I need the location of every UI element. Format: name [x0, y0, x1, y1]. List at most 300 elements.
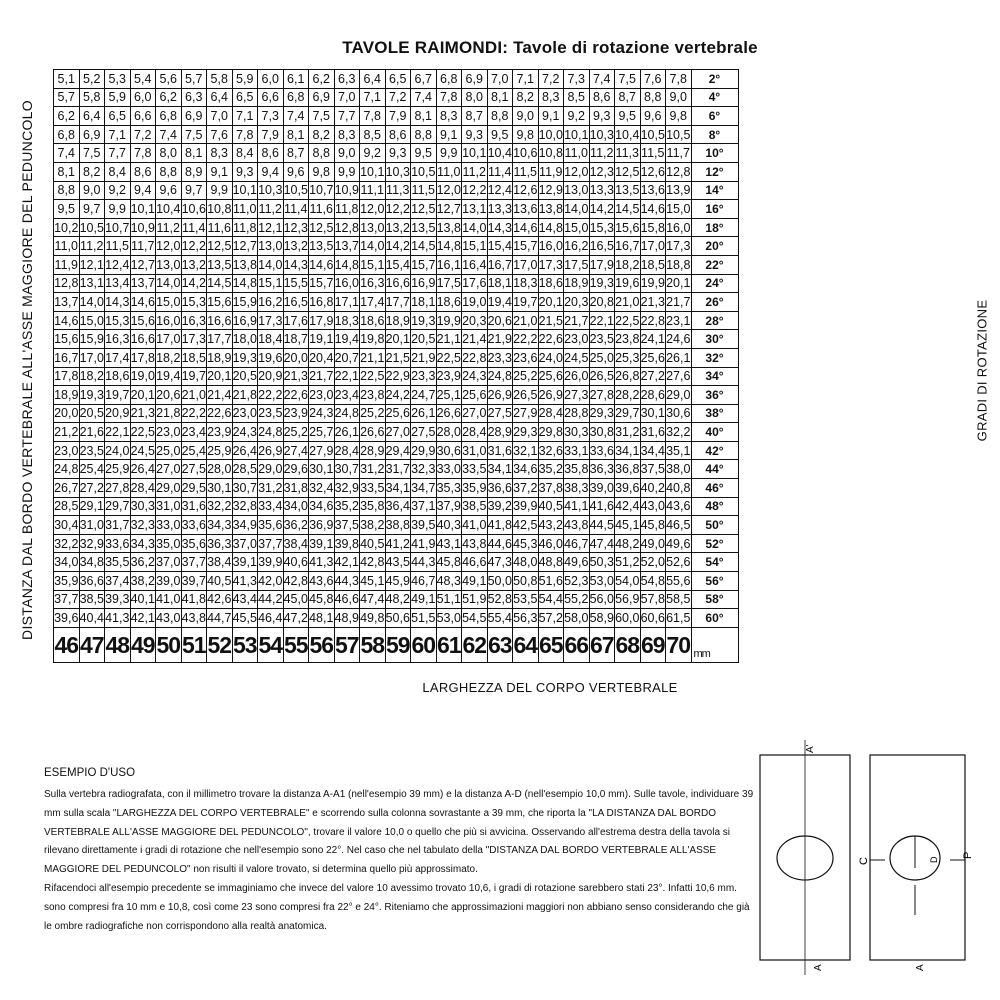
table-cell: 40,1: [130, 590, 156, 609]
table-cell: 10,3: [258, 181, 284, 200]
table-cell: 20,7: [334, 348, 360, 367]
table-cell: 34,4: [640, 441, 666, 460]
table-cell: 20,9: [105, 404, 131, 423]
table-cell: 23,4: [334, 386, 360, 405]
table-cell: 6,4: [207, 88, 233, 107]
table-cell: 43,0: [640, 497, 666, 516]
table-cell: 34,1: [385, 479, 411, 498]
table-cell: 15,1: [258, 274, 284, 293]
table-cell: 32,2: [666, 423, 692, 442]
table-cell: 11,2: [156, 218, 182, 237]
table-cell: 10,8: [538, 144, 564, 163]
table-cell: 11,5: [105, 237, 131, 256]
table-cell: 39,0: [589, 479, 615, 498]
table-cell: 41,3: [309, 553, 335, 572]
table-cell: 43,6: [666, 497, 692, 516]
table-cell: 15,0: [156, 293, 182, 312]
table-cell: 21,4: [207, 386, 233, 405]
table-cell: 12,8: [334, 218, 360, 237]
table-cell: 17,1: [334, 293, 360, 312]
degree-cell: 16°: [691, 200, 738, 219]
table-cell: 26,0: [564, 367, 590, 386]
width-scale-cell: 48: [105, 627, 131, 662]
table-cell: 19,8: [360, 330, 386, 349]
table-cell: 9,3: [385, 144, 411, 163]
table-cell: 45,8: [309, 590, 335, 609]
table-cell: 36,3: [589, 460, 615, 479]
table-cell: 18,3: [334, 311, 360, 330]
table-cell: 25,6: [385, 404, 411, 423]
table-cell: 31,6: [640, 423, 666, 442]
table-cell: 13,3: [487, 200, 513, 219]
table-cell: 16,6: [385, 274, 411, 293]
table-cell: 22,1: [334, 367, 360, 386]
table-cell: 12,0: [360, 200, 386, 219]
table-cell: 13,5: [615, 181, 641, 200]
table-cell: 23,9: [207, 423, 233, 442]
table-cell: 38,3: [564, 479, 590, 498]
table-cell: 13,7: [334, 237, 360, 256]
table-cell: 8,7: [283, 144, 309, 163]
table-cell: 32,3: [130, 516, 156, 535]
table-cell: 7,5: [79, 144, 105, 163]
table-cell: 8,8: [487, 107, 513, 126]
table-cell: 25,6: [538, 367, 564, 386]
table-cell: 37,4: [105, 572, 131, 591]
table-cell: 12,6: [513, 181, 539, 200]
table-cell: 22,6: [283, 386, 309, 405]
page-title: TAVOLE RAIMONDI: Tavole di rotazione vertebrale: [342, 38, 758, 57]
table-cell: 18,6: [105, 367, 131, 386]
table-cell: 17,9: [589, 255, 615, 274]
table-cell: 6,6: [130, 107, 156, 126]
table-cell: 28,8: [564, 404, 590, 423]
table-cell: 12,6: [640, 162, 666, 181]
table-cell: 20,6: [156, 386, 182, 405]
table-cell: 21,0: [615, 293, 641, 312]
table-cell: 24,2: [385, 386, 411, 405]
table-cell: 42,8: [283, 572, 309, 591]
table-cell: 17,7: [385, 293, 411, 312]
table-cell: 41,8: [487, 516, 513, 535]
table-cell: 5,8: [79, 88, 105, 107]
table-cell: 40,5: [360, 534, 386, 553]
label-a-prime: A': [805, 744, 816, 753]
table-cell: 58,5: [666, 590, 692, 609]
table-cell: 15,0: [564, 218, 590, 237]
table-cell: 40,5: [207, 572, 233, 591]
table-cell: 16,0: [334, 274, 360, 293]
table-cell: 14,2: [385, 237, 411, 256]
table-cell: 9,5: [411, 144, 437, 163]
table-cell: 18,2: [615, 255, 641, 274]
table-row: [54, 88, 739, 107]
table-cell: 15,6: [615, 218, 641, 237]
table-cell: 11,6: [207, 218, 233, 237]
table-cell: 25,4: [181, 441, 207, 460]
bottom-axis-label: LARGHEZZA DEL CORPO VERTEBRALE: [422, 680, 678, 695]
table-cell: 53,0: [589, 572, 615, 591]
table-cell: 30,3: [130, 497, 156, 516]
table-cell: 42,8: [360, 553, 386, 572]
table-cell: 7,4: [283, 107, 309, 126]
table-cell: 6,8: [283, 88, 309, 107]
table-cell: 49,6: [564, 553, 590, 572]
table-cell: 13,0: [564, 181, 590, 200]
table-cell: 46,7: [411, 572, 437, 591]
width-scale-cell: 64: [513, 627, 539, 662]
table-cell: 29,4: [385, 441, 411, 460]
table-cell: 8,6: [589, 88, 615, 107]
table-cell: 6,0: [258, 70, 284, 89]
table-cell: 5,7: [181, 70, 207, 89]
table-cell: 26,5: [513, 386, 539, 405]
table-cell: 24,6: [666, 330, 692, 349]
table-cell: 20,6: [487, 311, 513, 330]
table-cell: 20,1: [538, 293, 564, 312]
table-cell: 46,6: [334, 590, 360, 609]
table-cell: 5,9: [232, 70, 258, 89]
table-cell: 9,8: [513, 125, 539, 144]
table-cell: 19,4: [334, 330, 360, 349]
table-cell: 35,9: [54, 572, 80, 591]
table-cell: 38,8: [385, 516, 411, 535]
example-heading: ESEMPIO D'USO: [44, 767, 136, 779]
table-cell: 22,6: [207, 404, 233, 423]
table-cell: 11,4: [487, 162, 513, 181]
table-cell: 37,7: [258, 534, 284, 553]
table-cell: 9,3: [232, 162, 258, 181]
table-row: [54, 200, 739, 219]
table-cell: 41,8: [181, 590, 207, 609]
table-cell: 12,5: [207, 237, 233, 256]
table-cell: 6,3: [334, 70, 360, 89]
width-scale-row: [54, 627, 739, 662]
table-cell: 43,8: [462, 534, 488, 553]
table-cell: 31,7: [105, 516, 131, 535]
table-cell: 33,6: [181, 516, 207, 535]
table-cell: 23,9: [436, 367, 462, 386]
table-cell: 6,6: [258, 88, 284, 107]
table-cell: 14,5: [615, 200, 641, 219]
table-cell: 48,2: [615, 534, 641, 553]
table-cell: 18,1: [411, 293, 437, 312]
table-cell: 6,4: [79, 107, 105, 126]
table-cell: 33,6: [105, 534, 131, 553]
table-cell: 25,9: [207, 441, 233, 460]
table-cell: 17,7: [207, 330, 233, 349]
table-cell: 49,6: [666, 534, 692, 553]
table-cell: 14,8: [334, 255, 360, 274]
table-cell: 9,0: [666, 88, 692, 107]
table-cell: 29,0: [666, 386, 692, 405]
table-cell: 26,9: [538, 386, 564, 405]
table-cell: 37,0: [232, 534, 258, 553]
table-cell: 43,4: [232, 590, 258, 609]
table-cell: 27,9: [513, 404, 539, 423]
table-cell: 9,9: [334, 162, 360, 181]
table-cell: 8,6: [130, 162, 156, 181]
table-cell: 6,8: [156, 107, 182, 126]
width-scale-cell: 66: [564, 627, 590, 662]
table-cell: 24,3: [232, 423, 258, 442]
table-cell: 29,8: [538, 423, 564, 442]
table-cell: 17,6: [462, 274, 488, 293]
width-scale-cell: 63: [487, 627, 513, 662]
vertebra-right-outline: [870, 755, 965, 960]
table-cell: 41,9: [411, 534, 437, 553]
left-axis-label: DISTANZA DAL BORDO VERTEBRALE ALL'ASSE MAGGIORE DEL PEDUNCOLO: [19, 100, 35, 640]
degree-cell: 40°: [691, 423, 738, 442]
table-row: [54, 144, 739, 163]
table-cell: 38,2: [130, 572, 156, 591]
table-cell: 9,7: [79, 200, 105, 219]
table-cell: 44,7: [207, 609, 233, 628]
table-cell: 8,8: [640, 88, 666, 107]
table-cell: 10,0: [538, 125, 564, 144]
table-cell: 32,2: [54, 534, 80, 553]
table-cell: 11,0: [564, 144, 590, 163]
degree-cell: 56°: [691, 572, 738, 591]
degree-cell: 58°: [691, 590, 738, 609]
table-cell: 34,7: [411, 479, 437, 498]
table-cell: 12,4: [487, 181, 513, 200]
table-cell: 11,5: [513, 162, 539, 181]
table-cell: 6,5: [385, 70, 411, 89]
table-cell: 10,1: [564, 125, 590, 144]
table-cell: 5,6: [156, 70, 182, 89]
table-cell: 13,5: [411, 218, 437, 237]
width-scale-cell: 69: [640, 627, 666, 662]
table-cell: 45,1: [615, 516, 641, 535]
table-cell: 17,0: [513, 255, 539, 274]
table-cell: 23,0: [232, 404, 258, 423]
table-cell: 13,3: [589, 181, 615, 200]
table-cell: 27,8: [105, 479, 131, 498]
table-cell: 46,0: [538, 534, 564, 553]
table-cell: 13,2: [283, 237, 309, 256]
table-cell: 27,8: [589, 386, 615, 405]
table-cell: 25,4: [79, 460, 105, 479]
table-cell: 9,3: [462, 125, 488, 144]
table-cell: 18,6: [436, 293, 462, 312]
table-cell: 6,2: [54, 107, 80, 126]
table-cell: 21,6: [79, 423, 105, 442]
degree-cell: 36°: [691, 386, 738, 405]
table-cell: 16,2: [564, 237, 590, 256]
table-cell: 9,0: [79, 181, 105, 200]
degree-cell: 38°: [691, 404, 738, 423]
table-cell: 37,1: [411, 497, 437, 516]
table-row: [54, 237, 739, 256]
table-cell: 32,6: [538, 441, 564, 460]
table-cell: 26,9: [258, 441, 284, 460]
table-cell: 49,1: [462, 572, 488, 591]
table-cell: 41,6: [589, 497, 615, 516]
table-cell: 19,0: [130, 367, 156, 386]
table-cell: 34,0: [54, 553, 80, 572]
table-cell: 25,3: [615, 348, 641, 367]
table-cell: 7,0: [487, 70, 513, 89]
table-cell: 9,8: [666, 107, 692, 126]
table-cell: 26,9: [487, 386, 513, 405]
table-cell: 23,5: [589, 330, 615, 349]
table-cell: 8,8: [411, 125, 437, 144]
table-cell: 28,9: [487, 423, 513, 442]
table-cell: 12,1: [79, 255, 105, 274]
table-cell: 32,2: [207, 497, 233, 516]
table-row: [54, 460, 739, 479]
degree-cell: 18°: [691, 218, 738, 237]
table-cell: 16,8: [309, 293, 335, 312]
table-cell: 14,2: [181, 274, 207, 293]
table-cell: 23,6: [513, 348, 539, 367]
table-cell: 19,9: [436, 311, 462, 330]
table-cell: 27,2: [640, 367, 666, 386]
table-cell: 6,1: [283, 70, 309, 89]
table-cell: 39,7: [181, 572, 207, 591]
table-cell: 24,0: [538, 348, 564, 367]
table-cell: 13,7: [54, 293, 80, 312]
table-cell: 38,2: [360, 516, 386, 535]
table-cell: 18,2: [156, 348, 182, 367]
table-cell: 15,9: [79, 330, 105, 349]
table-cell: 14,5: [207, 274, 233, 293]
table-cell: 17,0: [156, 330, 182, 349]
table-cell: 14,0: [258, 255, 284, 274]
vertebra-diagram: [755, 735, 975, 980]
table-cell: 15,3: [589, 218, 615, 237]
table-cell: 48,3: [436, 572, 462, 591]
table-cell: 18,9: [54, 386, 80, 405]
table-cell: 18,6: [538, 274, 564, 293]
table-cell: 29,7: [615, 404, 641, 423]
table-cell: 17,0: [79, 348, 105, 367]
table-cell: 22,6: [538, 330, 564, 349]
degree-cell: 22°: [691, 255, 738, 274]
table-cell: 10,5: [411, 162, 437, 181]
table-cell: 27,6: [666, 367, 692, 386]
table-cell: 29,3: [589, 404, 615, 423]
table-cell: 9,1: [436, 125, 462, 144]
table-cell: 29,7: [105, 497, 131, 516]
table-cell: 6,0: [130, 88, 156, 107]
table-cell: 13,4: [105, 274, 131, 293]
table-cell: 45,5: [232, 609, 258, 628]
width-scale-cell: 65: [538, 627, 564, 662]
table-row: [54, 553, 739, 572]
table-cell: 24,8: [334, 404, 360, 423]
table-cell: 26,7: [54, 479, 80, 498]
table-cell: 39,9: [258, 553, 284, 572]
table-cell: 10,2: [54, 218, 80, 237]
table-cell: 20,1: [666, 274, 692, 293]
table-cell: 25,6: [462, 386, 488, 405]
table-cell: 5,7: [54, 88, 80, 107]
table-cell: 29,1: [79, 497, 105, 516]
table-cell: 29,0: [258, 460, 284, 479]
table-cell: 37,0: [156, 553, 182, 572]
label-a-right: A: [915, 964, 926, 971]
table-cell: 27,5: [181, 460, 207, 479]
table-cell: 7,2: [385, 88, 411, 107]
table-cell: 23,1: [666, 311, 692, 330]
table-cell: 45,8: [640, 516, 666, 535]
right-axis-label-wrap: [968, 74, 996, 666]
table-cell: 46,7: [564, 534, 590, 553]
table-cell: 13,0: [258, 237, 284, 256]
degree-cell: 28°: [691, 311, 738, 330]
table-cell: 18,4: [258, 330, 284, 349]
table-cell: 38,4: [207, 553, 233, 572]
table-cell: 10,6: [513, 144, 539, 163]
table-row: [54, 572, 739, 591]
degree-cell: 24°: [691, 274, 738, 293]
table-cell: 20,5: [232, 367, 258, 386]
table-cell: 39,5: [411, 516, 437, 535]
table-cell: 8,8: [309, 144, 335, 163]
table-cell: 14,6: [309, 255, 335, 274]
table-cell: 37,2: [513, 479, 539, 498]
table-cell: 25,2: [360, 404, 386, 423]
degree-cell: 26°: [691, 293, 738, 312]
degree-cell: 6°: [691, 107, 738, 126]
table-row: [54, 386, 739, 405]
table-cell: 14,0: [156, 274, 182, 293]
table-cell: 50,0: [487, 572, 513, 591]
table-cell: 25,6: [640, 348, 666, 367]
table-cell: 27,0: [385, 423, 411, 442]
table-cell: 54,4: [538, 590, 564, 609]
table-cell: 24,8: [487, 367, 513, 386]
table-cell: 7,1: [360, 88, 386, 107]
table-cell: 20,0: [283, 348, 309, 367]
table-cell: 7,4: [411, 88, 437, 107]
table-cell: 12,8: [54, 274, 80, 293]
table-cell: 39,9: [513, 497, 539, 516]
table-cell: 19,3: [79, 386, 105, 405]
table-cell: 42,6: [207, 590, 233, 609]
table-cell: 31,0: [156, 497, 182, 516]
table-cell: 14,6: [513, 218, 539, 237]
table-cell: 24,1: [640, 330, 666, 349]
table-cell: 8,3: [207, 144, 233, 163]
table-cell: 30,6: [666, 404, 692, 423]
table-cell: 42,1: [334, 553, 360, 572]
table-cell: 21,3: [640, 293, 666, 312]
table-cell: 22,9: [385, 367, 411, 386]
table-row: [54, 534, 739, 553]
table-cell: 7,6: [207, 125, 233, 144]
table-cell: 8,8: [54, 181, 80, 200]
table-cell: 25,0: [156, 441, 182, 460]
table-cell: 36,3: [207, 534, 233, 553]
table-cell: 7,8: [436, 88, 462, 107]
table-cell: 29,9: [411, 441, 437, 460]
table-cell: 14,3: [487, 218, 513, 237]
width-scale-cell: 57: [334, 627, 360, 662]
table-cell: 21,5: [385, 348, 411, 367]
table-cell: 44,2: [258, 590, 284, 609]
table-cell: 33,4: [258, 497, 284, 516]
table-cell: 18,9: [207, 348, 233, 367]
table-cell: 40,8: [666, 479, 692, 498]
table-cell: 28,9: [360, 441, 386, 460]
degree-cell: 52°: [691, 534, 738, 553]
width-scale-cell: 51: [181, 627, 207, 662]
unit-cell: mm: [691, 627, 738, 662]
table-cell: 22,5: [436, 348, 462, 367]
